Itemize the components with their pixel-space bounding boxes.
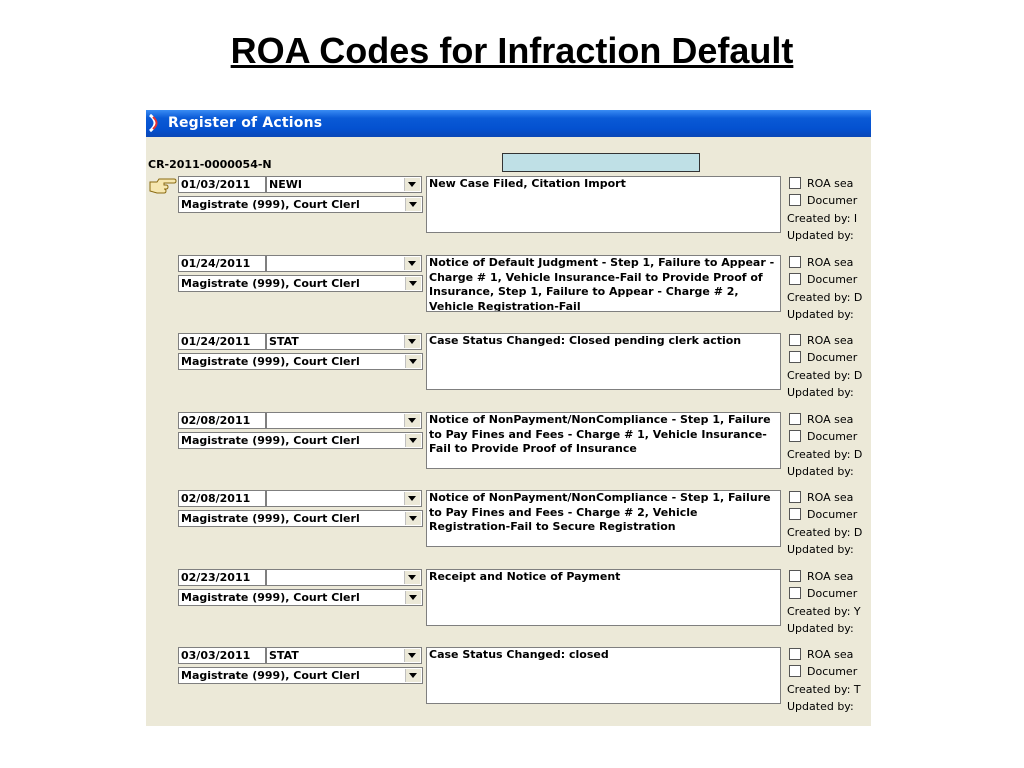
dropdown-arrow-icon[interactable] (404, 649, 420, 662)
created-by: Created by: D (787, 291, 863, 304)
roa-code-value: STAT (269, 335, 299, 348)
judicial-officer-select[interactable] (178, 432, 423, 449)
roa-sealed-checkbox[interactable] (789, 570, 801, 582)
judicial-officer-value: Magistrate (999), Court Clerl (181, 355, 360, 368)
document-label: Documer (807, 587, 858, 600)
window-titlebar[interactable] (146, 110, 871, 137)
entry-date-field[interactable] (178, 647, 266, 664)
entry-description[interactable]: Notice of NonPayment/NonCompliance - Step 1, Failure to Pay Fines and Fees - Charge # 2, Vehicle Registration-Fail to Secure Registration (426, 490, 781, 547)
updated-by: Updated by: (787, 622, 854, 635)
roa-code-value: NEWI (269, 178, 302, 191)
roa-sealed-checkbox[interactable] (789, 177, 801, 189)
entry-date-field[interactable] (178, 176, 266, 193)
updated-by: Updated by: (787, 229, 854, 242)
document-checkbox[interactable] (789, 665, 801, 677)
dropdown-arrow-icon[interactable] (405, 355, 421, 368)
roa-code-select[interactable] (266, 412, 422, 429)
document-checkbox[interactable] (789, 194, 801, 206)
roa-sealed-checkbox-row[interactable] (789, 570, 853, 583)
roa-entry (146, 176, 871, 254)
dropdown-arrow-icon[interactable] (404, 414, 420, 427)
roa-code-select[interactable] (266, 333, 422, 350)
roa-sealed-label: ROA sea (807, 334, 854, 347)
entry-date: 01/24/2011 (181, 257, 251, 270)
roa-sealed-label: ROA sea (807, 648, 854, 661)
document-checkbox-row[interactable] (789, 273, 857, 286)
slide-title: ROA Codes for Infraction Default (230, 30, 794, 71)
roa-code-select[interactable] (266, 176, 422, 193)
roa-entry (146, 569, 871, 647)
case-info-field[interactable] (502, 153, 700, 172)
roa-sealed-checkbox-row[interactable] (789, 413, 853, 426)
roa-code-select[interactable] (266, 569, 422, 586)
roa-sealed-checkbox-row[interactable] (789, 256, 853, 269)
document-checkbox[interactable] (789, 508, 801, 520)
dropdown-arrow-icon[interactable] (404, 335, 420, 348)
dropdown-arrow-icon[interactable] (405, 669, 421, 682)
judicial-officer-value: Magistrate (999), Court Clerl (181, 434, 360, 447)
entry-date: 01/24/2011 (181, 335, 251, 348)
roa-sealed-label: ROA sea (807, 256, 854, 269)
entry-date: 02/08/2011 (181, 492, 251, 505)
entry-date-field[interactable] (178, 569, 266, 586)
entry-date-field[interactable] (178, 333, 266, 350)
document-checkbox-row[interactable] (789, 665, 857, 678)
roa-sealed-checkbox-row[interactable] (789, 491, 853, 504)
updated-by: Updated by: (787, 543, 854, 556)
roa-sealed-checkbox[interactable] (789, 256, 801, 268)
document-checkbox-row[interactable] (789, 351, 857, 364)
document-checkbox-row[interactable] (789, 508, 857, 521)
judicial-officer-value: Magistrate (999), Court Clerl (181, 277, 360, 290)
roa-sealed-checkbox-row[interactable] (789, 177, 853, 190)
judicial-officer-select[interactable] (178, 510, 423, 527)
entry-date-field[interactable] (178, 490, 266, 507)
dropdown-arrow-icon[interactable] (405, 198, 421, 211)
entry-date: 01/03/2011 (181, 178, 251, 191)
updated-by: Updated by: (787, 465, 854, 478)
updated-by: Updated by: (787, 308, 854, 321)
entry-description[interactable]: Receipt and Notice of Payment (426, 569, 781, 626)
document-checkbox[interactable] (789, 430, 801, 442)
document-label: Documer (807, 508, 858, 521)
document-label: Documer (807, 194, 858, 207)
window-title: Register of Actions (168, 115, 323, 131)
roa-entry (146, 333, 871, 411)
judicial-officer-value: Magistrate (999), Court Clerl (181, 198, 360, 211)
roa-sealed-checkbox[interactable] (789, 334, 801, 346)
entry-description[interactable]: Notice of NonPayment/NonCompliance - Step 1, Failure to Pay Fines and Fees - Charge # 1, Vehicle Insurance-Fail to Provide Proof of Insurance (426, 412, 781, 469)
judicial-officer-select[interactable] (178, 196, 423, 213)
entry-date: 02/08/2011 (181, 414, 251, 427)
judicial-officer-select[interactable] (178, 667, 423, 684)
document-checkbox-row[interactable] (789, 587, 857, 600)
document-checkbox-row[interactable] (789, 194, 857, 207)
roa-entry (146, 412, 871, 490)
roa-sealed-checkbox-row[interactable] (789, 648, 853, 661)
created-by: Created by: T (787, 683, 861, 696)
entry-date: 02/23/2011 (181, 571, 251, 584)
dropdown-arrow-icon[interactable] (405, 591, 421, 604)
roa-sealed-label: ROA sea (807, 570, 854, 583)
case-number: CR-2011-0000054-N (148, 158, 272, 171)
entry-description[interactable]: Case Status Changed: closed (426, 647, 781, 704)
document-checkbox-row[interactable] (789, 430, 857, 443)
judicial-officer-value: Magistrate (999), Court Clerl (181, 669, 360, 682)
document-checkbox[interactable] (789, 273, 801, 285)
created-by: Created by: D (787, 526, 863, 539)
roa-sealed-checkbox[interactable] (789, 413, 801, 425)
dropdown-arrow-icon[interactable] (404, 492, 420, 505)
roa-entry (146, 490, 871, 568)
roa-sealed-checkbox[interactable] (789, 491, 801, 503)
roa-sealed-label: ROA sea (807, 413, 854, 426)
created-by: Created by: D (787, 369, 863, 382)
document-label: Documer (807, 351, 858, 364)
document-checkbox[interactable] (789, 351, 801, 363)
roa-sealed-checkbox-row[interactable] (789, 334, 853, 347)
updated-by: Updated by: (787, 700, 854, 713)
dropdown-arrow-icon[interactable] (405, 277, 421, 290)
roa-entry (146, 647, 871, 725)
roa-code-value: STAT (269, 649, 299, 662)
created-by: Created by: D (787, 448, 863, 461)
document-label: Documer (807, 430, 858, 443)
judicial-officer-select[interactable] (178, 275, 423, 292)
document-checkbox[interactable] (789, 587, 801, 599)
judicial-officer-select[interactable] (178, 589, 423, 606)
dropdown-arrow-icon[interactable] (404, 257, 420, 270)
dropdown-arrow-icon[interactable] (405, 512, 421, 525)
roa-code-select[interactable] (266, 647, 422, 664)
created-by: Created by: Y (787, 605, 861, 618)
judicial-officer-value: Magistrate (999), Court Clerl (181, 512, 360, 525)
entry-description[interactable]: New Case Filed, Citation Import (426, 176, 781, 233)
entry-date-field[interactable] (178, 255, 266, 272)
dropdown-arrow-icon[interactable] (405, 434, 421, 447)
roa-sealed-label: ROA sea (807, 177, 854, 190)
register-of-actions-window (146, 110, 871, 726)
roa-sealed-checkbox[interactable] (789, 648, 801, 660)
roa-code-select[interactable] (266, 490, 422, 507)
created-by: Created by: I (787, 212, 858, 225)
roa-code-select[interactable] (266, 255, 422, 272)
roa-entry (146, 255, 871, 333)
updated-by: Updated by: (787, 386, 854, 399)
dropdown-arrow-icon[interactable] (404, 178, 420, 191)
entry-description[interactable]: Case Status Changed: Closed pending clerk action (426, 333, 781, 390)
entry-date-field[interactable] (178, 412, 266, 429)
judicial-officer-select[interactable] (178, 353, 423, 370)
dropdown-arrow-icon[interactable] (404, 571, 420, 584)
app-logo-icon (148, 114, 162, 132)
entry-description[interactable]: Notice of Default Judgment - Step 1, Failure to Appear - Charge # 1, Vehicle Insurance-Fail to Provide Proof of Insurance, Step 1, Failure to Appear - Charge # 2, Vehicle Registration-Fail (426, 255, 781, 312)
judicial-officer-value: Magistrate (999), Court Clerl (181, 591, 360, 604)
roa-sealed-label: ROA sea (807, 491, 854, 504)
entry-date: 03/03/2011 (181, 649, 251, 662)
document-label: Documer (807, 273, 858, 286)
document-label: Documer (807, 665, 858, 678)
